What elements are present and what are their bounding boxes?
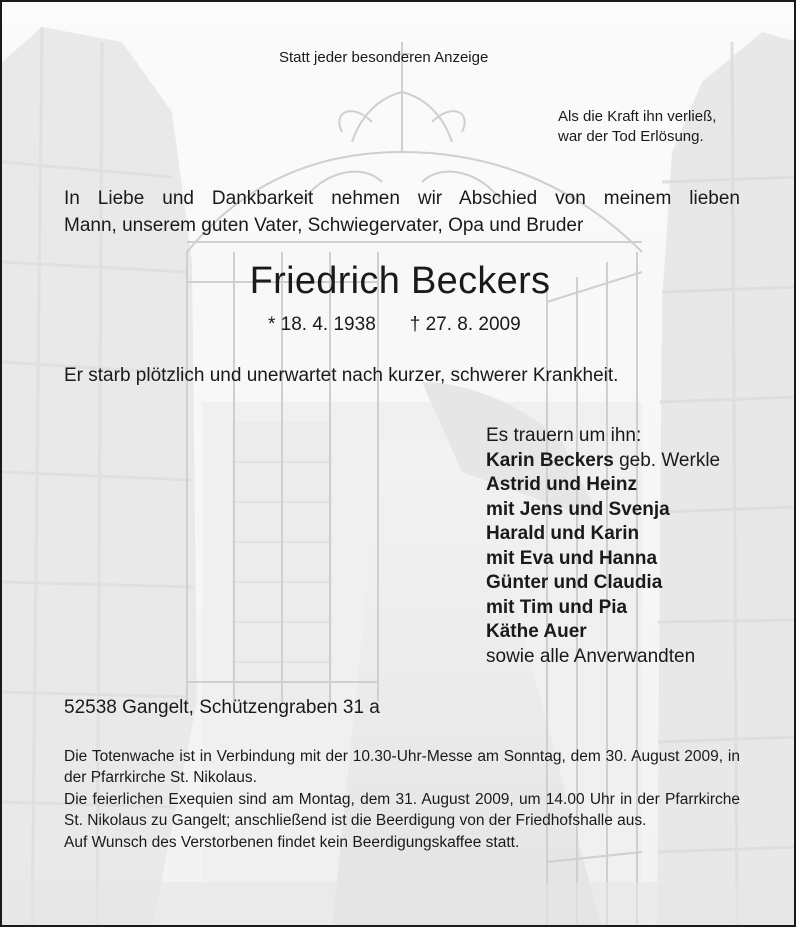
mourner-entry [486, 449, 720, 474]
intro-line: Statt jeder besonderen Anzeige [279, 49, 489, 66]
mourner-entry: mit Tim und Pia [486, 596, 628, 618]
deceased-name: Friedrich Beckers [249, 260, 551, 302]
detail-paragraph: Die Totenwache ist in Verbindung mit der 10.30-Uhr-Messe am Sonntag, dem 30. August 2009, in der Pfarrkirche St. Nikolaus. [64, 748, 740, 786]
motto-line: war der Tod Erlösung. [558, 128, 704, 145]
death-date: † 27. 8. 2009 [409, 314, 521, 335]
mourner-entry: Astrid und Heinz [486, 474, 637, 495]
service-details [64, 747, 740, 856]
motto [558, 107, 716, 147]
mourners-closing: sowie alle Anverwandten [486, 645, 696, 667]
detail-paragraph: Auf Wunsch des Verstorbenen findet kein Beerdigungskaffee statt. [64, 834, 520, 851]
mourner-entry: Günter und Claudia [486, 572, 663, 593]
mourner-entry: mit Jens und Svenja [486, 498, 670, 520]
detail-paragraph: Die feierlichen Exequien sind am Montag, dem 31. August 2009, um 14.00 Uhr in der Pfarrkirche St. Nikolaus zu Gangelt; anschließend ist die Beerdigung von der Friedhofshalle aus. [64, 791, 740, 829]
mourner-entry: Harald und Karin [486, 523, 640, 544]
mourner-name: Karin Beckers [486, 449, 614, 471]
birth-date: * 18. 4. 1938 [268, 314, 376, 335]
mourner-entry: Käthe Auer [486, 621, 587, 642]
farewell-line: Mann, unserem guten Vater, Schwiegervater, Opa und Bruder [64, 215, 584, 236]
mourner-entry: mit Eva und Hanna [486, 547, 658, 569]
mourners-list [486, 424, 720, 669]
mourners-heading: Es trauern um ihn: [486, 425, 642, 446]
death-cause: Er starb plötzlich und unerwartet nach kurzer, schwerer Krankheit. [64, 365, 619, 386]
family-address: 52538 Gangelt, Schützengraben 31 a [64, 697, 380, 718]
farewell-text [64, 185, 740, 239]
life-dates [268, 314, 555, 336]
farewell-line: In Liebe und Dankbarkeit nehmen wir Abschied von meinem lieben [64, 188, 740, 209]
maiden-name: geb. Werkle [613, 449, 721, 471]
motto-line: Als die Kraft ihn verließ, [558, 108, 717, 125]
